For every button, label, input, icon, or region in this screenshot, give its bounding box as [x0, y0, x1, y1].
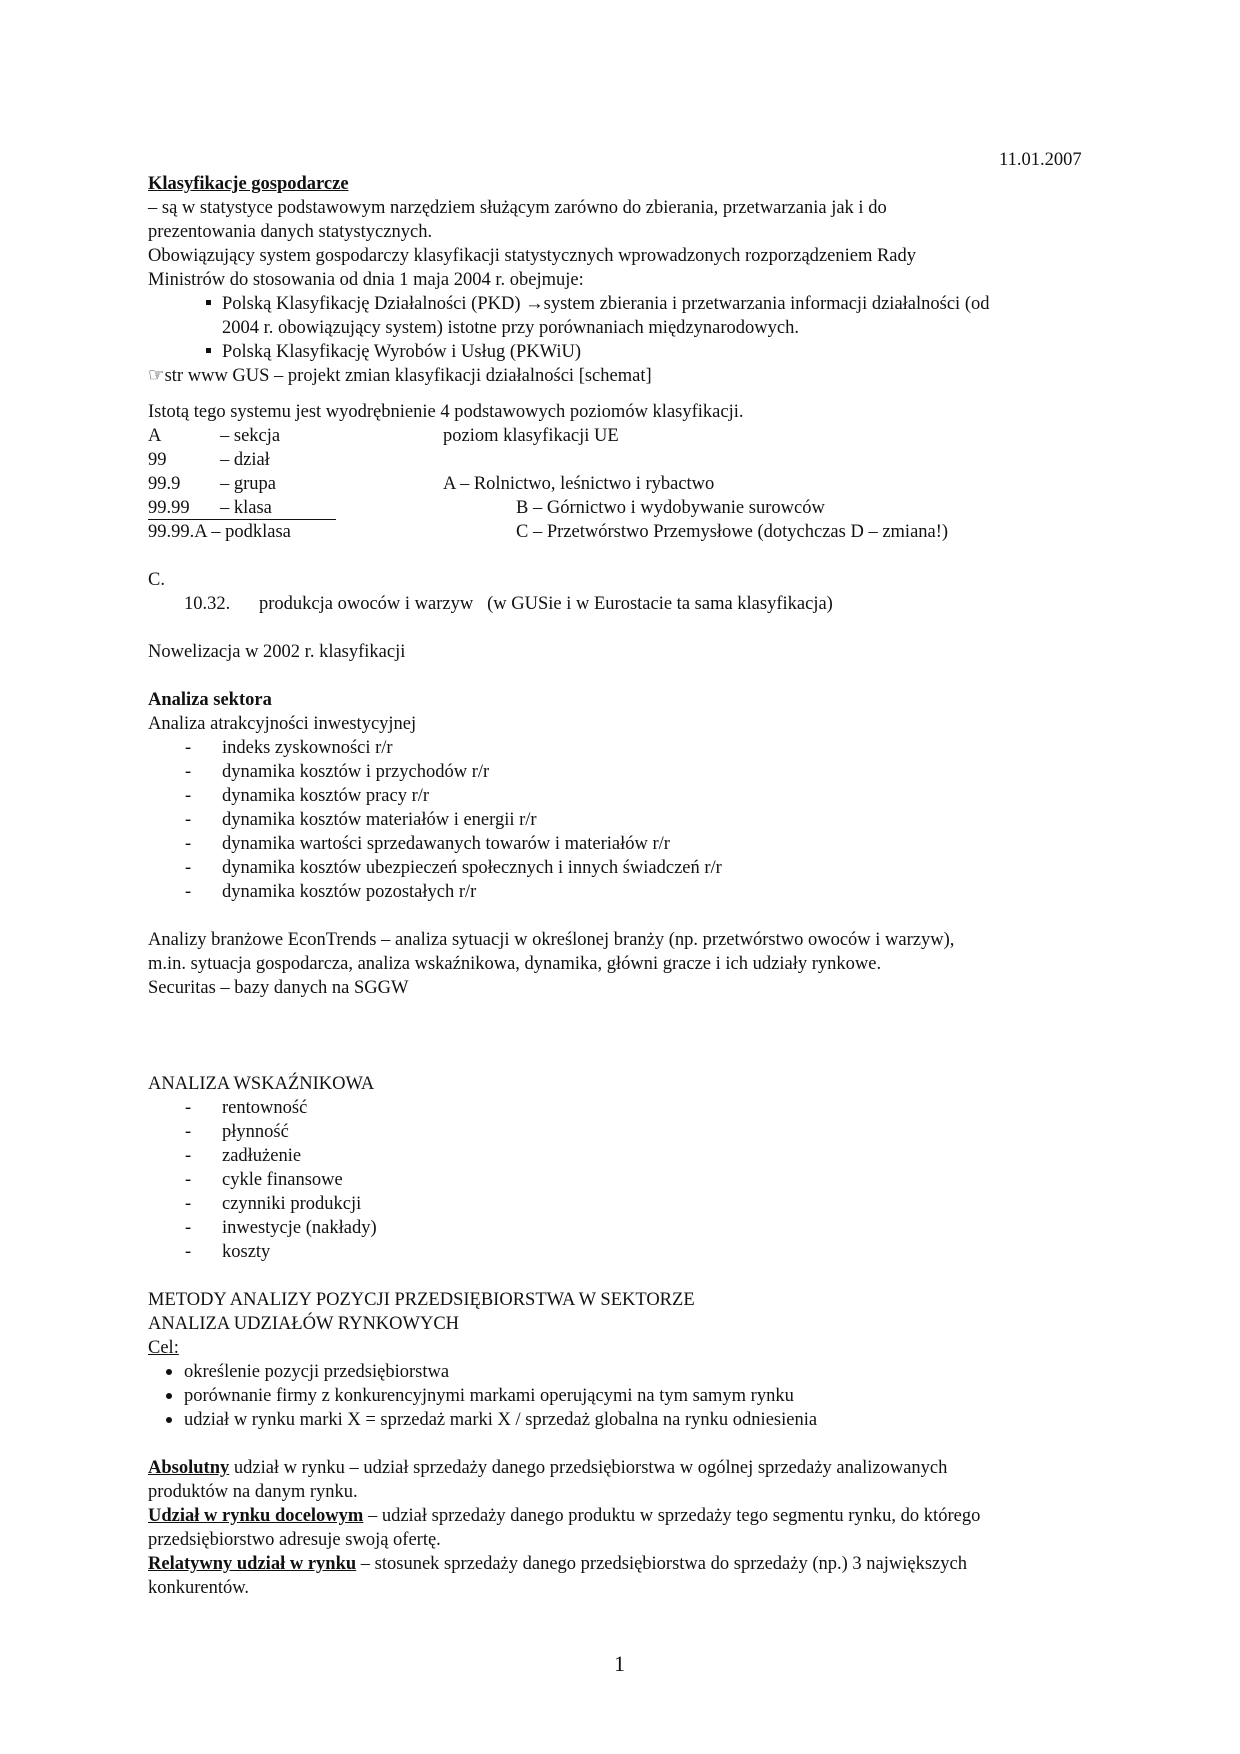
- level-code: A: [148, 426, 162, 446]
- term-target-market: Udział w rynku docelowym: [148, 1506, 364, 1526]
- paragraph-line: m.in. sytuacja gospodarcza, analiza wskaźnikowa, dynamika, główni gracze i ich udziały rynkowe.: [148, 954, 882, 974]
- bullet-text-pkwiu: Polską Klasyfikację Wyrobów i Usług (PKWiU): [222, 342, 582, 362]
- document-date: 11.01.2007: [999, 150, 1082, 170]
- level-name: – grupa: [220, 474, 276, 494]
- dash-bullet-icon: -: [185, 1170, 192, 1190]
- eu-section-b: B – Górnictwo i wydobywanie surowców: [516, 498, 825, 518]
- level-code: 99: [148, 450, 167, 470]
- dash-bullet-icon: -: [185, 738, 192, 758]
- hint-text: str www GUS – projekt zmian klasyfikacji działalności [schemat]: [164, 366, 652, 386]
- paragraph-line: – są w statystyce podstawowym narzędziem służącym zarówno do zbierania, przetwarzania jak i do: [148, 198, 887, 218]
- goal-label: Cel:: [148, 1338, 179, 1358]
- novelization-note: Nowelizacja w 2002 r. klasyfikacji: [148, 642, 406, 662]
- dash-bullet-icon: -: [185, 786, 192, 806]
- pointing-hand-icon: ☞: [148, 366, 165, 386]
- term-relative: Relatywny udział w rynku: [148, 1554, 357, 1574]
- dash-bullet-icon: -: [185, 882, 192, 902]
- eu-section-a: A – Rolnictwo, leśnictwo i rybactwo: [443, 474, 715, 494]
- example-text: produkcja owoców i warzyw (w GUSie i w Eurostacie ta sama klasyfikacja): [259, 594, 833, 614]
- definition-target: Udział w rynku docelowym – udział sprzedaży danego produktu w sprzedaży tego segmentu rynku, do którego: [148, 1506, 981, 1526]
- section-title-sector: Analiza sektora: [148, 690, 272, 710]
- section-title-market-shares: ANALIZA UDZIAŁÓW RYNKOWYCH: [148, 1314, 460, 1334]
- dash-bullet-icon: -: [185, 1098, 192, 1118]
- paragraph-line: Analizy branżowe EconTrends – analiza sytuacji w określonej branży (np. przetwórstwo owoców i warzyw),: [148, 930, 955, 950]
- dash-bullet-icon: -: [185, 858, 192, 878]
- paragraph-line: przedsiębiorstwo adresuje swoją ofertę.: [148, 1530, 441, 1550]
- square-bullet-icon: [206, 348, 211, 353]
- definition-absolute: Absolutny udział w rynku – udział sprzedaży danego przedsiębiorstwa w ogólnej sprzedaży analizowanych: [148, 1458, 948, 1478]
- example-letter: C.: [148, 570, 165, 590]
- paragraph-line: Obowiązujący system gospodarczy klasyfikacji statystycznych wprowadzonych rozporządzeniem Rady: [148, 246, 917, 266]
- term-absolute: Absolutny: [148, 1458, 230, 1478]
- paragraph-line: konkurentów.: [148, 1578, 250, 1598]
- paragraph-line: prezentowania danych statystycznych.: [148, 222, 433, 242]
- page-number: 1: [614, 1651, 625, 1676]
- eu-section-c: C – Przetwórstwo Przemysłowe (dotychczas D – zmiana!): [516, 522, 949, 542]
- paragraph-line: produktów na danym rynku.: [148, 1482, 358, 1502]
- levels-intro: Istotą tego systemu jest wyodrębnienie 4 podstawowych poziomów klasyfikacji.: [148, 402, 744, 422]
- round-bullet-icon: [166, 1369, 172, 1375]
- level-last-row: 99.99.A – podklasa: [148, 522, 291, 542]
- section-title-methods: METODY ANALIZY POZYCJI PRZEDSIĘBIORSTWA W SEKTORZE: [148, 1290, 695, 1310]
- dash-bullet-icon: -: [185, 762, 192, 782]
- dash-bullet-icon: -: [185, 1242, 192, 1262]
- definition-relative: Relatywny udział w rynku – stosunek sprzedaży danego przedsiębiorstwa do sprzedaży (np.) 3 największych: [148, 1554, 967, 1574]
- paragraph-line: Ministrów do stosowania od dnia 1 maja 2004 r. obejmuje:: [148, 270, 584, 290]
- square-bullet-icon: [206, 300, 211, 305]
- round-bullet-icon: [166, 1393, 172, 1399]
- hint-line: [148, 364, 652, 388]
- dash-bullet-icon: -: [185, 1218, 192, 1238]
- dash-bullet-icon: -: [185, 834, 192, 854]
- sector-subtitle: Analiza atrakcyjności inwestycyjnej: [148, 714, 417, 734]
- level-code: 99.99: [148, 498, 190, 518]
- level-code: 99.9: [148, 474, 181, 494]
- goal-bullet-text: udział w rynku marki X = sprzedaż marki X / sprzedaż globalna na rynku odniesienia: [184, 1410, 818, 1430]
- section-title-classifications: Klasyfikacje gospodarcze: [148, 174, 349, 194]
- goal-bullet-text: określenie pozycji przedsiębiorstwa: [184, 1362, 450, 1382]
- paragraph-line: Securitas – bazy danych na SGGW: [148, 978, 409, 998]
- dash-bullet-icon: -: [185, 810, 192, 830]
- dash-bullet-icon: -: [185, 1146, 192, 1166]
- round-bullet-icon: [166, 1417, 172, 1423]
- level-name: – klasa: [220, 498, 272, 518]
- level-name: – dział: [220, 450, 270, 470]
- example-code: 10.32.: [184, 594, 231, 614]
- dash-bullet-icon: -: [185, 1122, 192, 1142]
- goal-bullet-text: porównanie firmy z konkurencyjnymi markami operującymi na tym samym rynku: [184, 1386, 794, 1406]
- eu-level-title: poziom klasyfikacji UE: [443, 426, 619, 446]
- level-name: – sekcja: [220, 426, 281, 446]
- bullet-text-pkd: Polską Klasyfikację Działalności (PKD) →system zbierania i przetwarzania informacji działalności (od: [222, 294, 990, 314]
- dash-bullet-icon: -: [185, 1194, 192, 1214]
- bullet-text-pkd-cont: 2004 r. obowiązujący system) istotne przy porównaniach międzynarodowych.: [222, 318, 799, 338]
- section-title-ratio: ANALIZA WSKAŹNIKOWA: [148, 1074, 375, 1094]
